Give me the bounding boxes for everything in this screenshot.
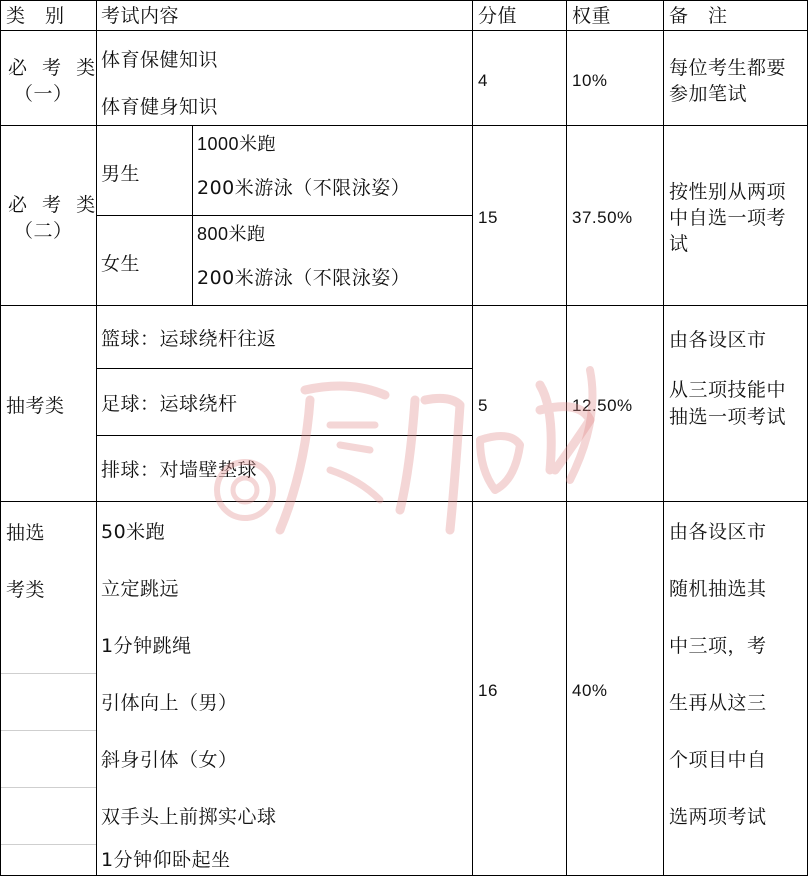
draw-remark-line1: 由各设区市	[669, 329, 767, 351]
draw-weight: 12.50%	[572, 396, 633, 415]
compulsory2-category-line2: （二）	[14, 220, 73, 242]
header-content: 考试内容	[101, 5, 180, 27]
compulsory2-score: 15	[478, 208, 498, 227]
compulsory1-category-line1: 必 考 类	[8, 57, 96, 79]
selective-item: 50米跑	[101, 521, 166, 543]
selective-remark-line: 个项目中自	[669, 749, 767, 771]
compulsory1-score: 4	[478, 71, 488, 90]
selective-item: 1分钟仰卧起坐	[101, 849, 231, 871]
col-line	[96, 0, 97, 876]
selective-item: 双手头上前掷实心球	[101, 806, 277, 828]
header-bottom-line	[0, 30, 808, 31]
compulsory2-weight: 37.50%	[572, 208, 633, 227]
draw-item: 足球：运球绕杆	[101, 393, 238, 415]
header-score: 分值	[478, 5, 518, 27]
selective-item: 立定跳远	[101, 578, 180, 600]
compulsory1-weight: 10%	[572, 71, 608, 90]
selective-score: 16	[478, 681, 498, 700]
col-line	[472, 0, 473, 876]
compulsory1-remark-line2: 参加笔试	[669, 83, 748, 105]
female-label: 女生	[101, 253, 141, 275]
thin-line	[0, 673, 96, 674]
draw-score: 5	[478, 396, 488, 415]
selective-remark-line: 由各设区市	[669, 521, 767, 543]
selective-item: 斜身引体（女）	[101, 749, 238, 771]
compulsory1-remark-line1: 每位考生都要	[669, 57, 787, 79]
row-line	[0, 305, 808, 306]
selective-remark-line: 生再从这三	[669, 692, 767, 714]
header-category: 类 别	[6, 5, 65, 27]
selective-remark-line: 中三项，考	[669, 635, 767, 657]
draw-item: 排球：对墙壁垫球	[101, 459, 258, 481]
selective-item: 1分钟跳绳	[101, 635, 192, 657]
female-item: 800米跑	[197, 224, 266, 244]
compulsory2-remark-line2: 中自选一项考	[669, 207, 787, 229]
draw-category: 抽考类	[6, 395, 65, 417]
thin-line	[0, 844, 96, 845]
header-weight: 权重	[572, 5, 612, 27]
inner-line-ball	[96, 368, 472, 369]
male-item: 1000米跑	[197, 134, 277, 154]
draw-remark-line2: 从三项技能中	[669, 379, 787, 401]
table-border-top	[0, 0, 808, 1]
inner-line-ball	[96, 435, 472, 436]
female-item: 200米游泳（不限泳姿）	[197, 267, 411, 289]
header-remark: 备 注	[669, 5, 728, 27]
col-line	[566, 0, 567, 876]
selective-category-line2: 考类	[6, 579, 46, 601]
draw-remark-line3: 抽选一项考试	[669, 406, 787, 428]
inner-line-gender	[96, 215, 192, 216]
row-line	[0, 501, 808, 502]
thin-line	[0, 787, 96, 788]
selective-weight: 40%	[572, 681, 608, 700]
compulsory2-remark-line1: 按性别从两项	[669, 181, 787, 203]
thin-line	[0, 730, 96, 731]
selective-remark-line: 选两项考试	[669, 806, 767, 828]
male-item: 200米游泳（不限泳姿）	[197, 177, 411, 199]
male-label: 男生	[101, 163, 141, 185]
compulsory1-item: 体育健身知识	[101, 96, 219, 118]
row-line	[0, 125, 808, 126]
selective-item: 引体向上（男）	[101, 692, 238, 714]
draw-item: 篮球：运球绕杆往返	[101, 328, 277, 350]
table-border-left	[0, 0, 1, 876]
selective-remark-line: 随机抽选其	[669, 578, 767, 600]
selective-category-line1: 抽选	[6, 522, 46, 544]
compulsory1-category-line2: （一）	[14, 83, 73, 105]
inner-line-content	[192, 215, 472, 216]
col-line-gender	[192, 125, 193, 305]
compulsory1-item: 体育保健知识	[101, 49, 219, 71]
compulsory2-category-line1: 必 考 类	[8, 194, 96, 216]
compulsory2-remark-line3: 试	[669, 233, 689, 255]
col-line	[663, 0, 664, 876]
